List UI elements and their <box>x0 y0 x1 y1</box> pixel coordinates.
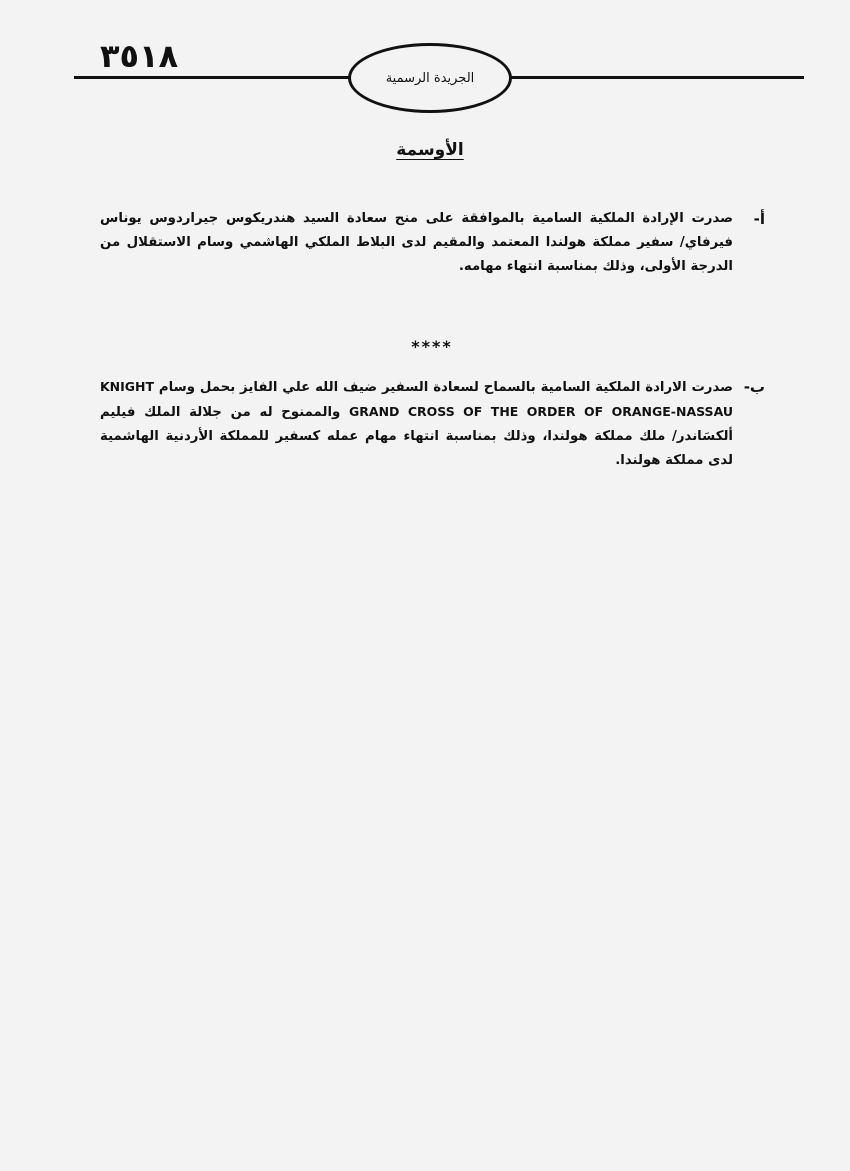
page-number: ٣٥١٨ <box>100 37 179 75</box>
section-title: الأوسمة <box>396 140 464 160</box>
section-separator: **** <box>411 337 453 356</box>
decree-item-b <box>100 375 765 473</box>
item-marker: ب- <box>743 378 765 396</box>
order-name: KNIGHT GRAND CROSS OF THE ORDER OF ORANGE-NASSAU <box>100 379 734 419</box>
item-text <box>100 375 733 473</box>
item-text-before: صدرت الارادة الملكية السامية بالسماح لسعادة السفير ضيف الله علي الفايز بحمل وسام <box>158 380 733 395</box>
item-marker: أ- <box>753 210 765 228</box>
gazette-name: الجريدة الرسمية <box>385 70 475 86</box>
item-text-after: والممنوح له من جلالة الملك فيليم ألكسَاندر/ ملك مملكة هولندا، وذلك بمناسبة انتهاء مهام عمله كسفير للمملكة الأردنية الهاشمية لدى مملكة هولندا. <box>100 405 733 468</box>
gazette-emblem-oval <box>348 43 512 113</box>
item-text: صدرت الإرادة الملكية السامية بالموافقة على منح سعادة السيد هندريكوس جيراردوس يوناس فيرفاي/ سفير مملكة هولندا المعتمد والمقيم لدى البلاط الملكي الهاشمي وسام الاستقلال من الدرجة الأولى، وذلك بمناسبة انتهاء مهامه. <box>100 211 733 274</box>
decree-item-a <box>100 207 765 279</box>
